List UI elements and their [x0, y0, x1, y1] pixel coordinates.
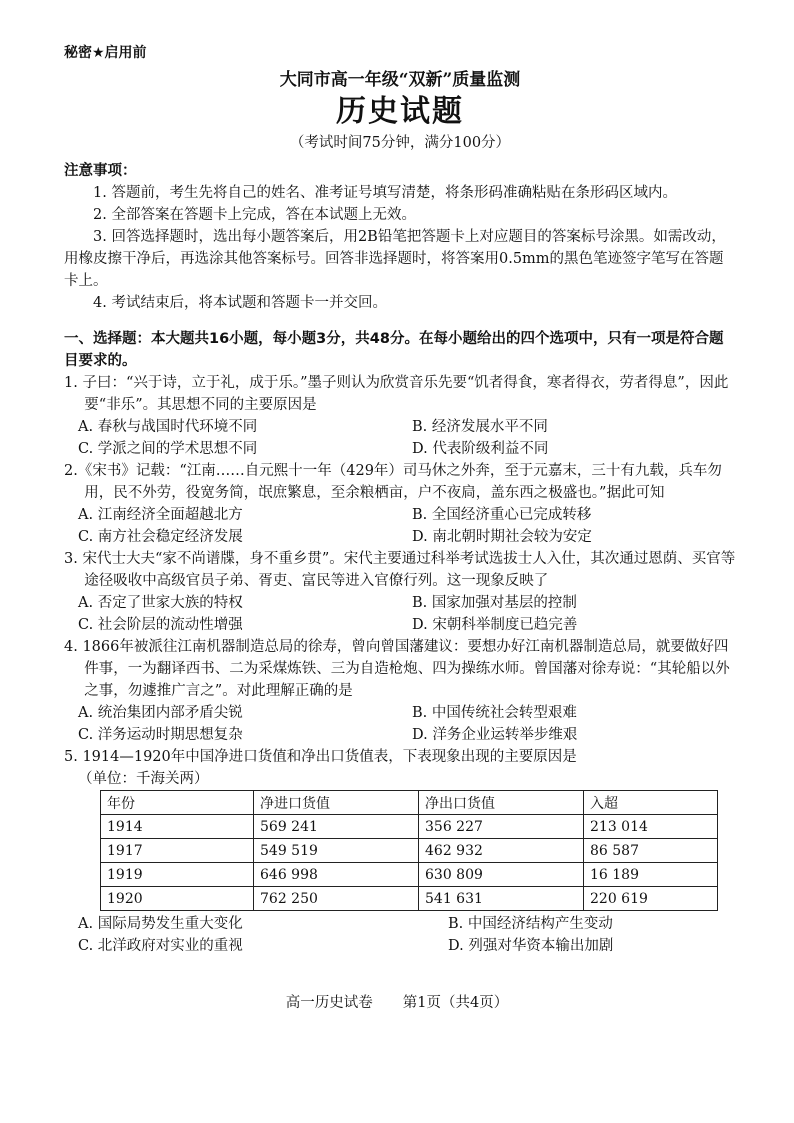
table-cell: 86 587: [584, 839, 718, 863]
question-2-options: [64, 504, 736, 548]
table-cell: 462 932: [419, 839, 584, 863]
page-footer: [0, 991, 794, 1012]
option-d: D. 南北朝时期社会较为安定: [412, 529, 592, 545]
option-b: B. 中国传统社会转型艰难: [412, 705, 577, 721]
option-a: A. 否定了世家大族的特权: [78, 595, 243, 611]
question-5-options: [64, 913, 736, 957]
exam-page: [64, 42, 736, 957]
option-d: D. 列强对华资本输出加剧: [448, 938, 614, 954]
table-row: [101, 863, 718, 887]
footer-page-number: 第1页（共4页）: [402, 995, 509, 1011]
table-cell: 646 998: [254, 863, 419, 887]
table-cell: 549 519: [254, 839, 419, 863]
table-header-cell: 净出口货值: [419, 791, 584, 815]
table-row: [101, 815, 718, 839]
question-1-options: [64, 416, 736, 460]
footer-exam-name: 高一历史试卷: [285, 995, 373, 1011]
option-c: C. 洋务运动时期思想复杂: [78, 727, 243, 743]
option-c: C. 学派之间的学术思想不同: [78, 441, 258, 457]
table-cell: 541 631: [419, 887, 584, 911]
table-header-cell: 净进口货值: [254, 791, 419, 815]
question-3-stem: 3. 宋代士大夫“家不尚谱牒，身不重乡贯”。宋代主要通过科举考试选拔士人入仕，其次通过恩荫、买官等途径吸收中高级官员子弟、胥吏、富民等进入官僚行列。这一现象反映了: [64, 551, 736, 589]
table-header-cell: 入超: [584, 791, 718, 815]
option-c: C. 南方社会稳定经济发展: [78, 529, 243, 545]
table-cell: 356 227: [419, 815, 584, 839]
option-b: B. 全国经济重心已完成转移: [412, 507, 592, 523]
table-row: [101, 887, 718, 911]
exam-title-line1: 大同市高一年级“双新”质量监测: [279, 70, 521, 90]
option-d: D. 代表阶级利益不同: [412, 441, 549, 457]
question-3-options: [64, 592, 736, 636]
table-cell: 1917: [101, 839, 254, 863]
option-d: D. 洋务企业运转举步维艰: [412, 727, 578, 743]
option-b: B. 中国经济结构产生变动: [448, 916, 613, 932]
option-b: B. 国家加强对基层的控制: [412, 595, 577, 611]
question-1-stem: 1. 子曰：“兴于诗，立于礼，成于乐。”墨子则认为欣赏音乐先要“饥者得食，寒者得衣，劳者得息”，因此要“非乐”。其思想不同的主要原因是: [64, 375, 729, 413]
option-a: A. 春秋与战国时代环境不同: [78, 419, 258, 435]
table-cell: 762 250: [254, 887, 419, 911]
option-b: B. 经济发展水平不同: [412, 419, 548, 435]
table-row: [101, 839, 718, 863]
exam-subtitle: （考试时间75分钟，满分100分）: [289, 135, 511, 151]
option-a: A. 国际局势发生重大变化: [78, 916, 243, 932]
table-cell: 1919: [101, 863, 254, 887]
section-title: 一、选择题：本大题共16小题，每小题3分，共48分。在每小题给出的四个选项中，只有一项是符合题目要求的。: [64, 331, 724, 369]
question-4-stem: 4. 1866年被派往江南机器制造总局的徐寿，曾向曾国藩建议：要想办好江南机器制造总局，就要做好四件事，一为翻译西书、二为采煤炼铁、三为自造枪炮、四为操练水师。曾国藩对徐寿说：“其轮船以外之事，勿遽推广言之”。对此理解正确的是: [64, 639, 730, 699]
question-5-stem: 5. 1914—1920年中国净进口货值和净出口货值表，下表现象出现的主要原因是: [64, 749, 577, 765]
table-cell: 569 241: [254, 815, 419, 839]
option-a: A. 统治集团内部矛盾尖锐: [78, 705, 243, 721]
option-c: C. 社会阶层的流动性增强: [78, 617, 243, 633]
table-cell: 1914: [101, 815, 254, 839]
table-header-row: [101, 791, 718, 815]
option-a: A. 江南经济全面超越北方: [78, 507, 243, 523]
notice-item: 4. 考试结束后，将本试题和答题卡一并交回。: [93, 295, 387, 311]
table-cell: 213 014: [584, 815, 718, 839]
option-c: C. 北洋政府对实业的重视: [78, 938, 243, 954]
notice-item: 1. 答题前，考生先将自己的姓名、准考证号填写清楚，将条形码准确粘贴在条形码区域内。: [93, 185, 677, 201]
question-2-stem: 2.《宋书》记载：“江南……自元熙十一年（429年）司马休之外奔，至于元嘉末，三十有九载，兵车勿用，民不外劳，役宽务简，氓庶繁息，至余粮栖亩，户不夜扃，盖东西之极盛也。”据此可知: [64, 463, 722, 501]
notice-item: 2. 全部答案在答题卡上完成，答在本试题上无效。: [93, 207, 416, 223]
option-d: D. 宋朝科举制度已趋完善: [412, 617, 578, 633]
table-cell: 1920: [101, 887, 254, 911]
table-cell: 220 619: [584, 887, 718, 911]
table-cell: 16 189: [584, 863, 718, 887]
table-header-cell: 年份: [101, 791, 254, 815]
exam-title: 历史试题: [336, 94, 464, 129]
table-cell: 630 809: [419, 863, 584, 887]
trade-value-table: [100, 790, 718, 911]
notice-item: 3. 回答选择题时，选出每小题答案后，用2B铅笔把答题卡上对应题目的答案标号涂黑。如需改动，用橡皮擦干净后，再选涂其他答案标号。回答非选择题时，将答案用0.5mm的黑色笔迹签字笔写在答题卡上。: [64, 229, 726, 289]
secret-label: 秘密★启用前: [64, 45, 147, 61]
question-4-options: [64, 702, 736, 746]
notice-title: 注意事项：: [64, 163, 137, 179]
table-unit: （单位：千海关两）: [78, 771, 209, 787]
